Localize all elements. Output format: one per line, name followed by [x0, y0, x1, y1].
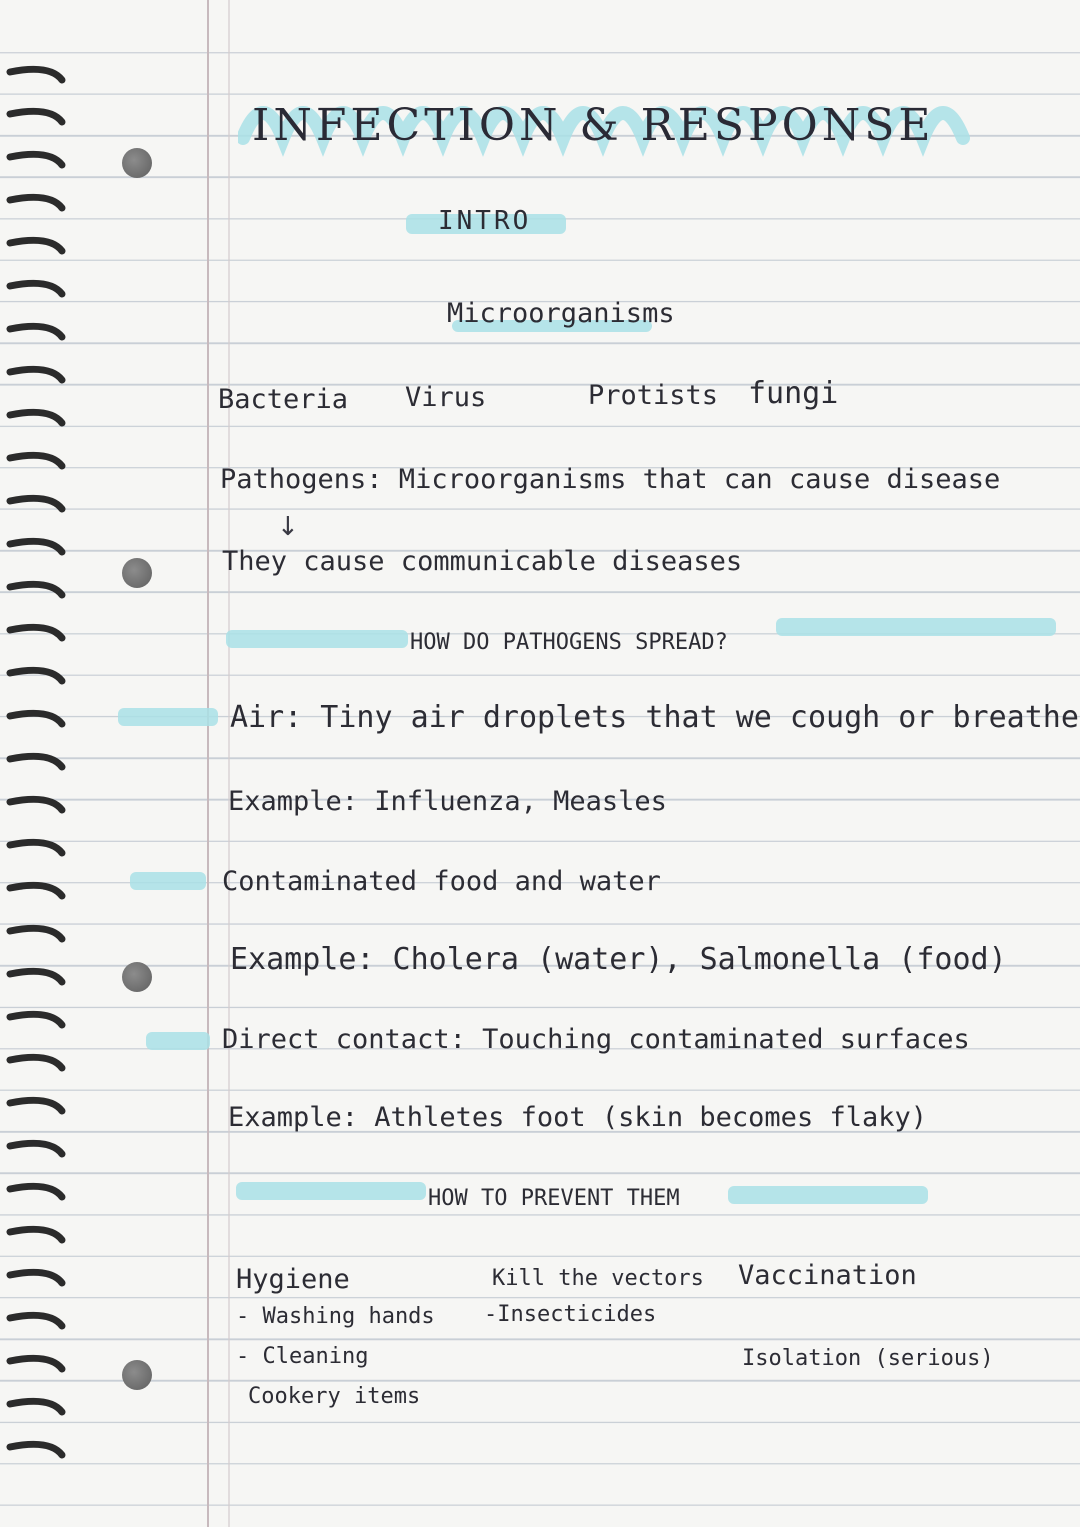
punch-hole [122, 148, 152, 178]
type-fungi: fungi [748, 376, 839, 411]
spread-air: Air: Tiny air droplets that we cough or breathe [230, 700, 1079, 735]
margin-line-inner [228, 0, 230, 1527]
food-bullet-highlight [130, 872, 206, 890]
type-bacteria: Bacteria [218, 384, 349, 415]
hygiene-washing-hands: - Washing hands [236, 1304, 435, 1329]
air-example: Example: Influenza, Measles [228, 786, 667, 817]
spread-contact: Direct contact: Touching contaminated surfaces [222, 1024, 970, 1055]
prevent-heading: HOW TO PREVENT THEM [428, 1186, 680, 1211]
prevent-hygiene: Hygiene [236, 1264, 350, 1295]
vectors-insecticides: -Insecticides [484, 1302, 657, 1327]
prevent-isolation: Isolation (serious) [742, 1346, 994, 1371]
spread-highlight-left [226, 630, 408, 648]
spread-heading: HOW DO PATHOGENS SPREAD? [410, 630, 728, 655]
page-title: INFECTION & RESPONSE [252, 100, 935, 151]
prevent-highlight-right [728, 1186, 928, 1204]
down-arrow-icon: ↓ [277, 512, 299, 542]
spread-highlight-right [776, 618, 1056, 636]
communicable-diseases-line: They cause communicable diseases [222, 546, 743, 577]
margin-line [207, 0, 209, 1527]
contact-example: Example: Athletes foot (skin becomes flaky) [228, 1102, 927, 1133]
prevent-kill-vectors: Kill the vectors [492, 1266, 704, 1291]
spiral-binding [0, 0, 80, 1527]
air-bullet-highlight [118, 708, 218, 726]
hygiene-cookery-items: Cookery items [248, 1384, 421, 1409]
microorganisms-heading: Microorganisms [447, 298, 675, 329]
pathogens-definition: Pathogens: Microorganisms that can cause disease [220, 464, 1001, 495]
prevent-highlight-left [236, 1182, 426, 1200]
contact-bullet-highlight [146, 1032, 210, 1050]
punch-hole [122, 558, 152, 588]
hygiene-cleaning: - Cleaning [236, 1344, 369, 1369]
punch-hole [122, 1360, 152, 1390]
type-protists: Protists [588, 380, 719, 411]
spread-food-water: Contaminated food and water [222, 866, 661, 897]
punch-hole [122, 962, 152, 992]
prevent-vaccination: Vaccination [738, 1260, 917, 1291]
food-example: Example: Cholera (water), Salmonella (food) [230, 942, 1007, 977]
intro-heading: INTRO [438, 206, 532, 236]
type-virus: Virus [405, 382, 487, 413]
